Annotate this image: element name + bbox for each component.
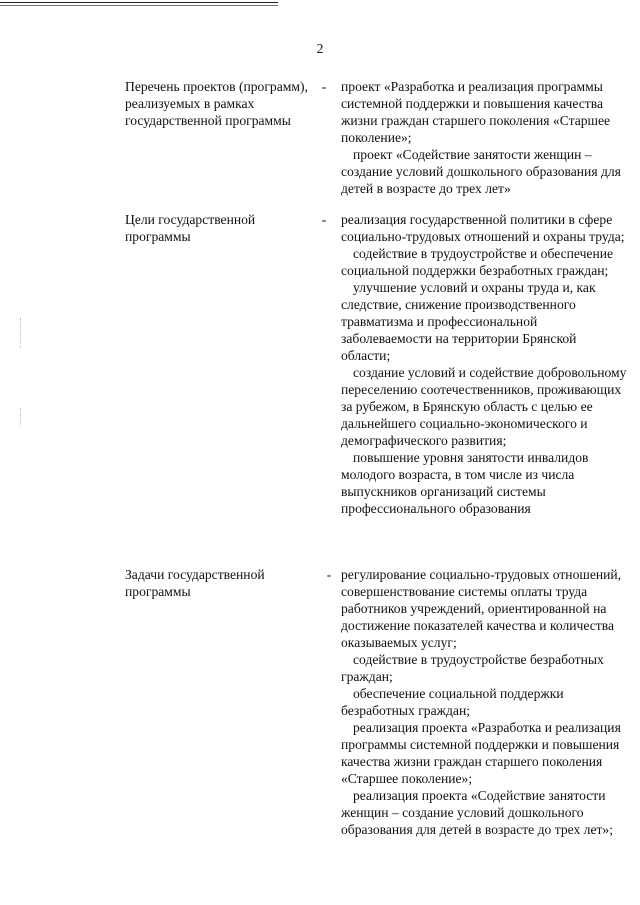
section-label: Задачи государственной программы [125,567,265,599]
page-number: 2 [316,41,324,56]
paragraph: улучшение условий и охраны труда и, как следствие, снижение производственного травматизма и профессиональной заболеваемости на территории Брянской области; [341,280,596,363]
top-border-line-thin [0,5,278,6]
top-border-line [0,2,278,3]
paragraph: реализация проекта «Разработка и реализация программы системной поддержки и повышения качества жизни граждан старшего поколения «Старшее поколение»; [341,720,621,786]
section-value [341,211,629,517]
paragraph: проект «Содействие занятости женщин – создание условий дошкольного образования для детей в возрасте до трех лет» [341,147,621,196]
dash-marker: - [321,79,327,94]
paragraph: реализация государственной политики в сфере социально-трудовых отношений и охраны труда; [341,212,625,244]
paragraph: содействие в трудоустройстве безработных граждан; [341,652,604,684]
paragraph: повышение уровня занятости инвалидов молодого возраста, в том числе из числа выпускников организаций системы профессионального образования [341,450,589,516]
scan-margin-mark [20,318,21,348]
paragraph: регулирование социально-трудовых отношений, совершенствование системы оплаты труда работников учреждений, ориентированной на достижение показателей качества и количества оказываемых услуг; [341,567,622,650]
section-value [341,566,629,838]
paragraph: реализация проекта «Содействие занятости женщин – создание условий дошкольного образования для детей в возрасте до трех лет»; [341,788,613,837]
dash-marker: - [326,567,332,582]
scan-margin-mark [20,408,21,426]
paragraph: проект «Разработка и реализация программы системной поддержки и повышения качества жизни граждан старшего поколения «Старшее поколение»; [341,79,611,145]
section-label: Перечень проектов (программ), реализуемых в рамках государственной программы [125,79,308,128]
paragraph: обеспечение социальной поддержки безработных граждан; [341,686,564,718]
section-value [341,78,629,197]
paragraph: создание условий и содействие добровольному переселению соотечественников, проживающих за рубежом, в Брянскую область с целью ее дальнейшего социально-экономического и демографического развития; [341,365,627,448]
dash-marker: - [321,212,327,227]
section-label: Цели государственной программы [125,212,256,244]
paragraph: содействие в трудоустройстве и обеспечение социальной поддержки безработных граждан; [341,246,614,278]
